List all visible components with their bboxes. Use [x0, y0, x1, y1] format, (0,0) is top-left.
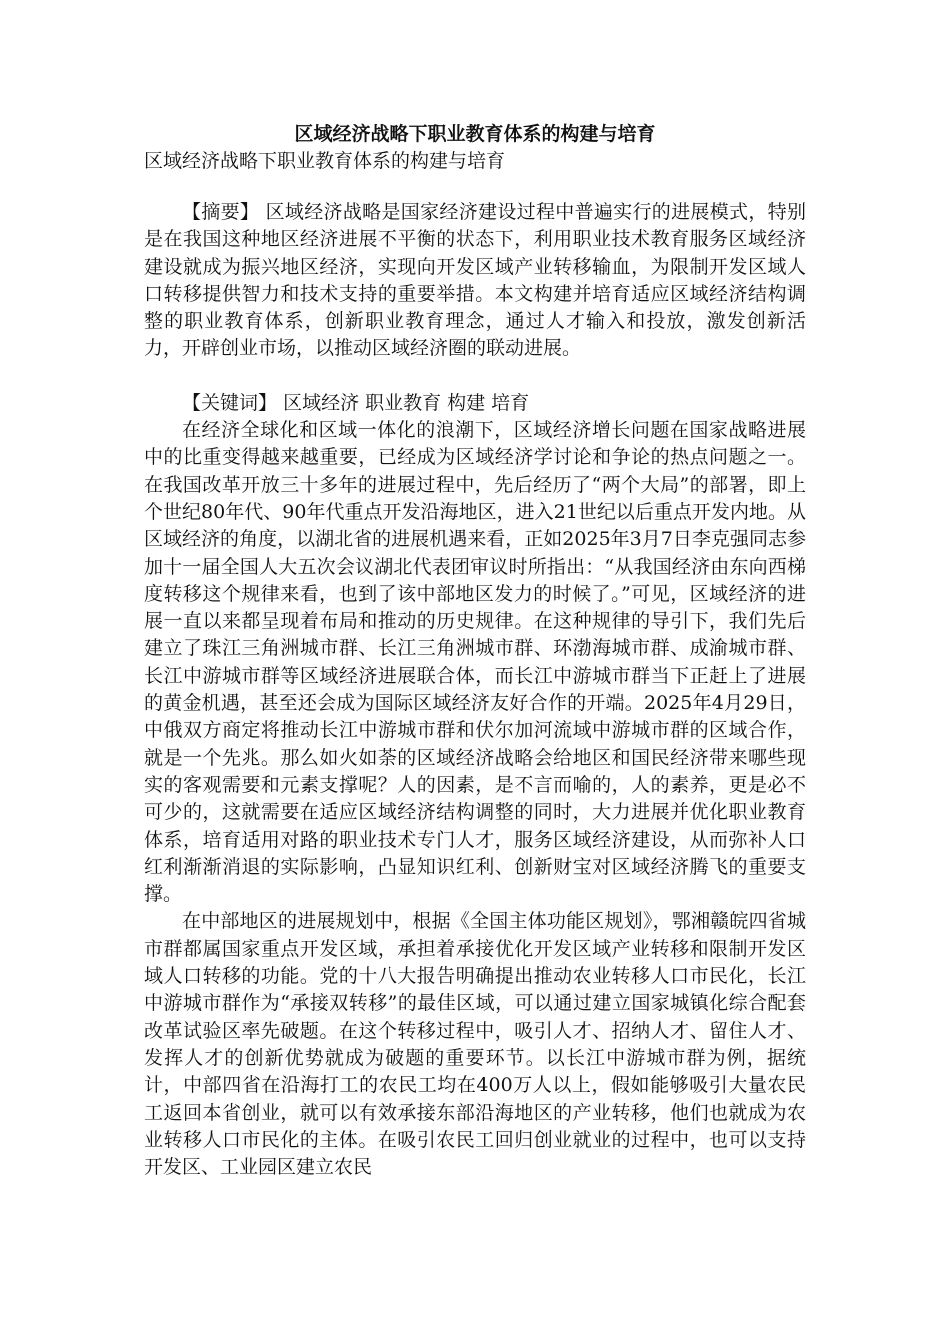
keywords-label: 【关键词】 — [182, 391, 278, 414]
keywords-paragraph — [144, 390, 806, 417]
abstract-paragraph — [144, 199, 806, 363]
document-subtitle: 区域经济战略下职业教育体系的构建与培育 — [144, 150, 506, 172]
keywords-text: 区域经济 职业教育 构建 培育 — [283, 391, 530, 414]
document-title: 区域经济战略下职业教育体系的构建与培育 — [294, 123, 656, 145]
abstract-text: 区域经济战略是国家经济建设过程中普遍实行的进展模式，特别是在我国这种地区经济进展不平衡的状态下，利用职业技术教育服务区域经济建设就成为振兴地区经济，实现向开发区域产业转移输血，为限制开发区域人口转移提供智力和技术支持的重要举措。本文构建并培育适应区域经济结构调整的职业教育体系，创新职业教育理念，通过人才输入和投放，激发创新活力，开辟创业市场，以推动区域经济圈的联动进展。 — [144, 201, 806, 360]
blank-line — [144, 175, 806, 199]
body-paragraph-2: 在中部地区的进展规划中，根据《全国主体功能区规划》，鄂湘赣皖四省城市群都属国家重点开发区域，承担着承接优化开发区域产业转移和限制开发区域人口转移的功能。党的十八大报告明确提出推动农业转移人口市民化，长江中游城市群作为“承接双转移”的最佳区域，可以通过建立国家城镇化综合配套改革试验区率先破题。在这个转移过程中，吸引人才、招纳人才、留住人才、发挥人才的创新优势就成为破题的重要环节。以长江中游城市群为例，据统计，中部四省在沿海打工的农民工均在400万人以上，假如能够吸引大量农民工返回本省创业，就可以有效承接东部沿海地区的产业转移，他们也就成为农业转移人口市民化的主体。在吸引农民工回归创业就业的过程中，也可以支持开发区、工业园区建立农民 — [144, 910, 806, 1179]
blank-line — [144, 363, 806, 390]
document-body — [144, 121, 806, 1181]
body-paragraph-1: 在经济全球化和区域一体化的浪潮下，区域经济增长问题在国家战略进展中的比重变得越来越重要，已经成为区域经济学讨论和争论的热点问题之一。在我国改革开放三十多年的进展过程中，先后经历了“两个大局”的部署，即上个世纪80年代、90年代重点开发沿海地区，进入21世纪以后重点开发内地。从区域经济的角度，以湖北省的进展机遇来看，正如2025年3月7日李克强同志参加十一届全国人大五次会议湖北代表团审议时所指出：“从我国经济由东向西梯度转移这个规律来看，也到了该中部地区发力的时候了。”可见，区域经济的进展一直以来都呈现着布局和推动的历史规律。在这种规律的导引下，我们先后建立了珠江三角洲城市群、长江三角洲城市群、环渤海城市群、成渝城市群、长江中游城市群等区域经济进展联合体，而长江中游城市群当下正赶上了进展的黄金机遇，甚至还会成为国际区域经济友好合作的开端。2025年4月29日，中俄双方商定将推动长江中游城市群和伏尔加河流域中游城市群的区域合作，就是一个先兆。那么如火如荼的区域经济战略会给地区和国民经济带来哪些现实的客观需要和元素支撑呢？人的因素，是不言而喻的，人的素养，更是必不可少的，这就需要在适应区域经济结构调整的同时，大力进展并优化职业教育体系，培育适用对路的职业技术专门人才，服务区域经济建设，从而弥补人口红利渐渐消退的实际影响，凸显知识红利、创新财宝对区域经济腾飞的重要支撑。 — [144, 419, 806, 906]
abstract-label: 【摘要】 — [182, 201, 260, 223]
